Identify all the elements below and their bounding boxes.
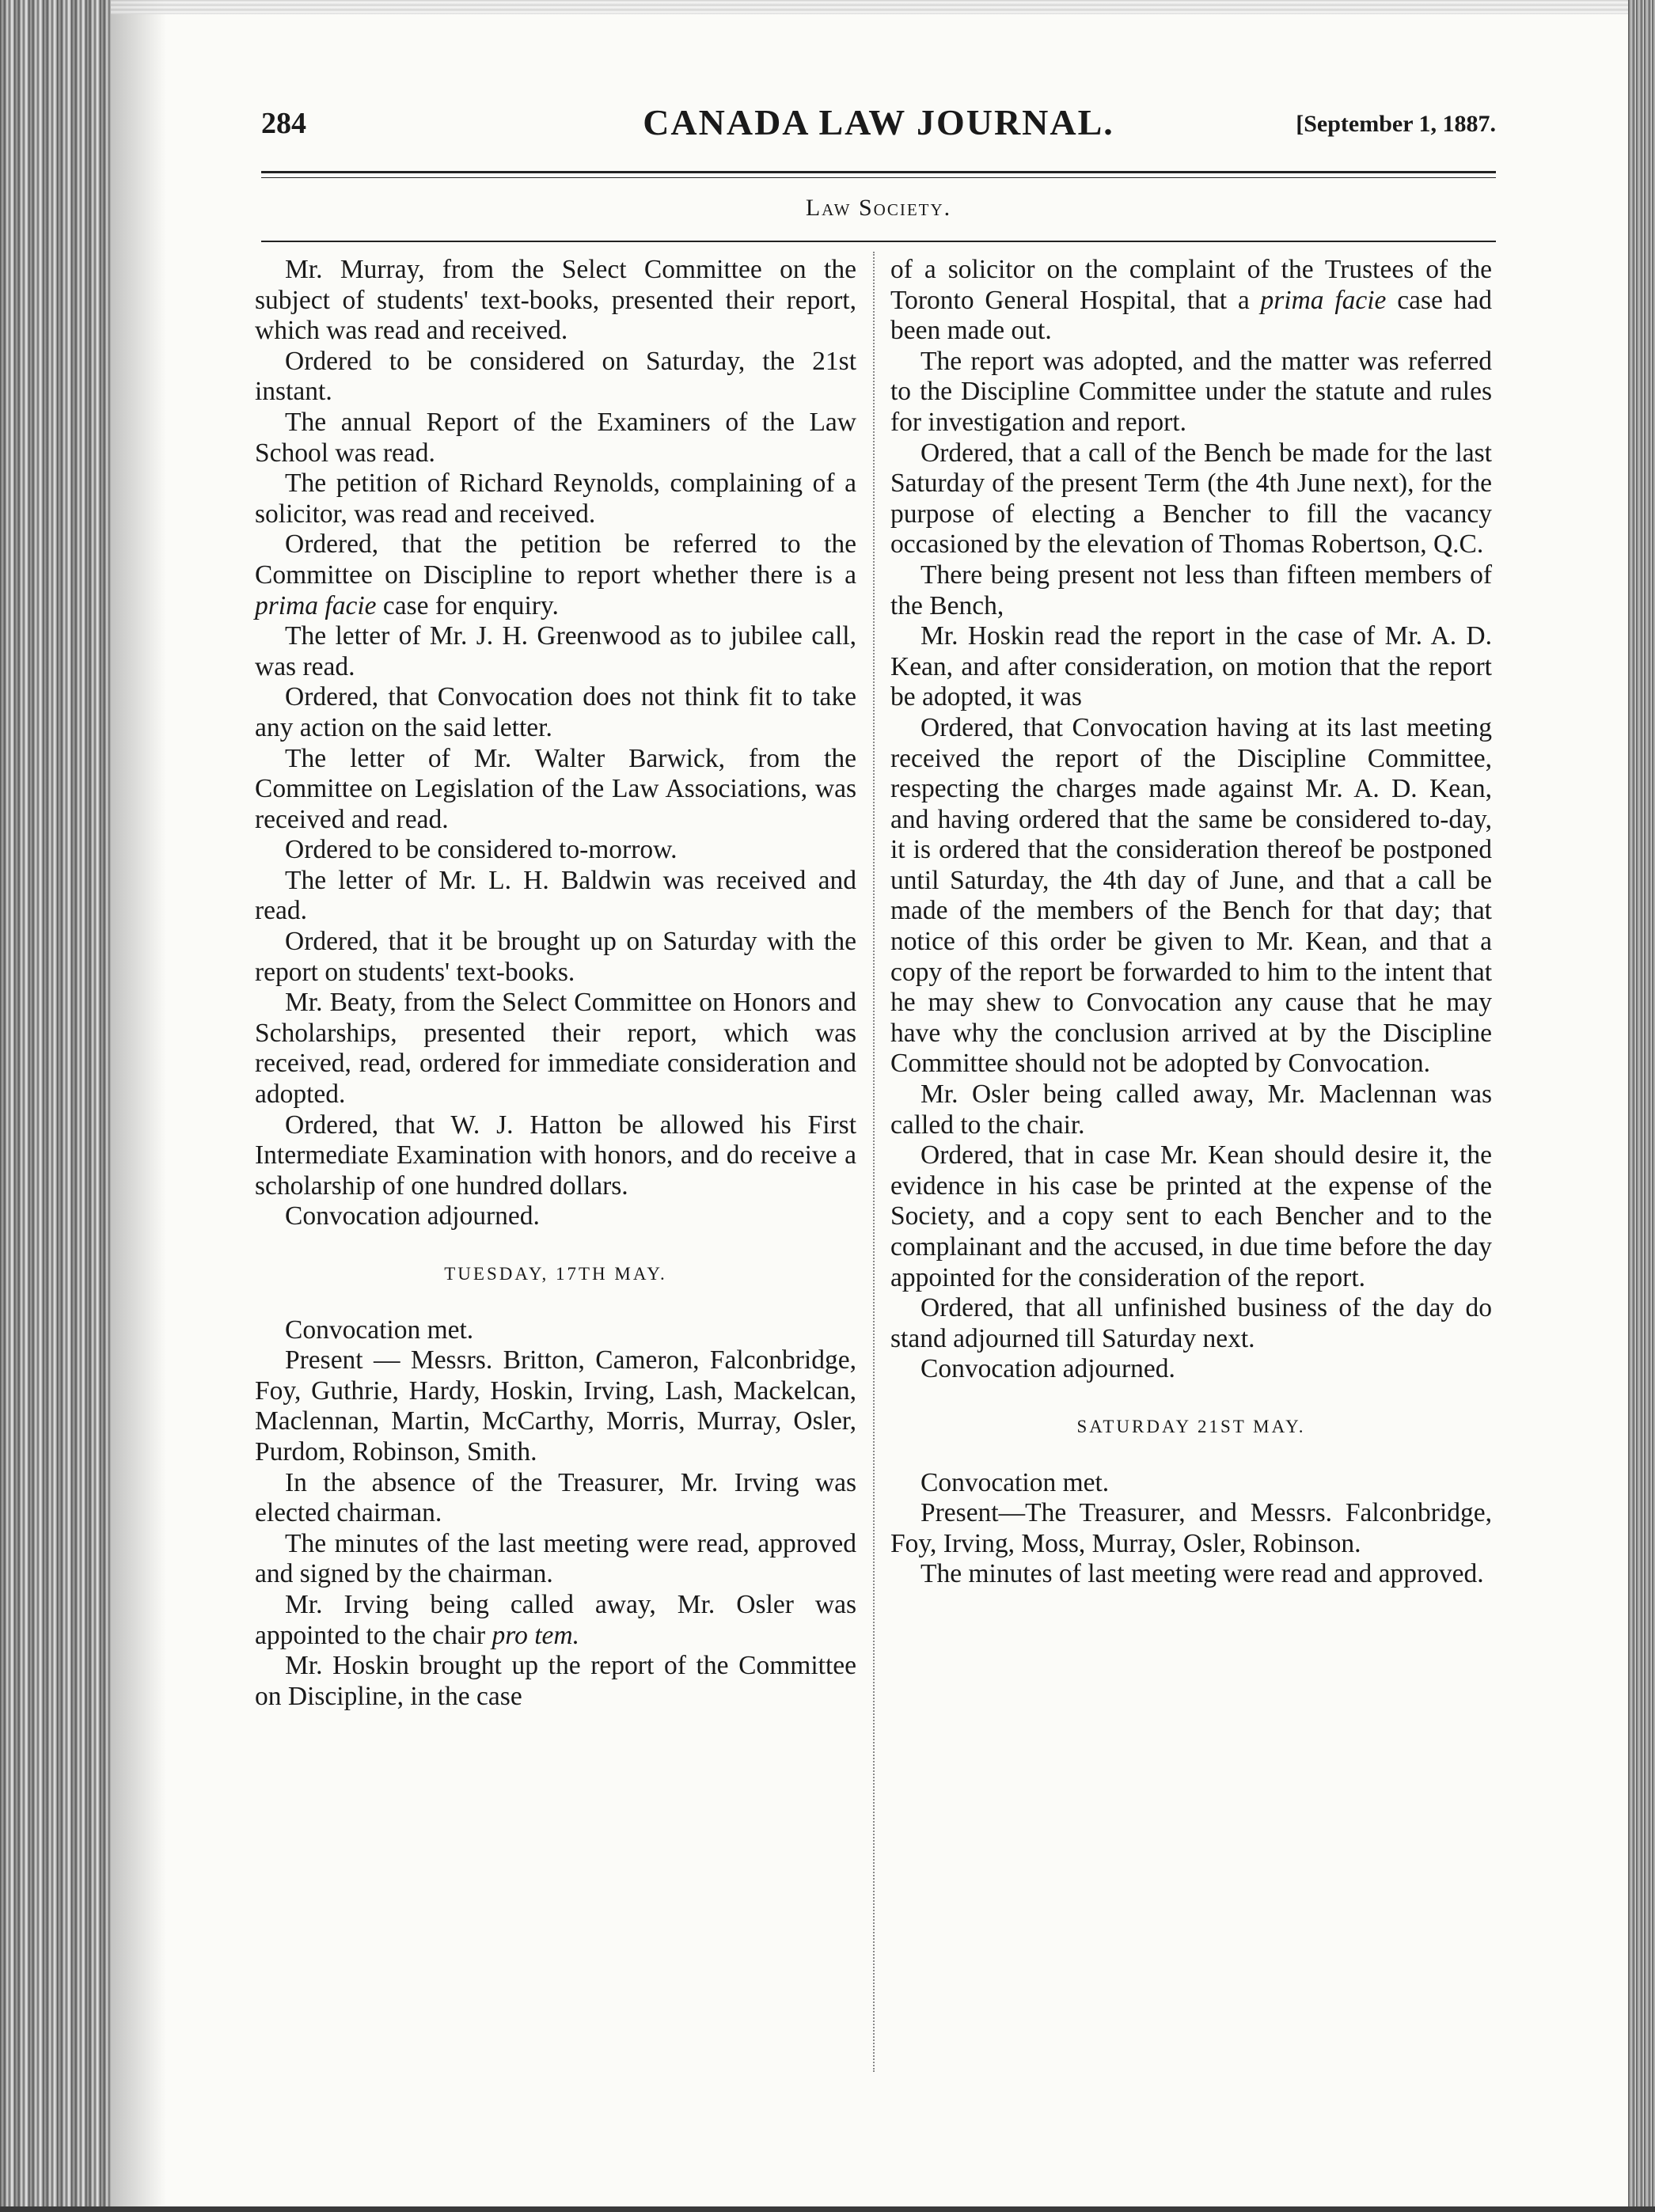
paragraph: The petition of Richard Reynolds, complaining of a solicitor, was read and received.: [255, 469, 856, 529]
bottom-scan-edge: [0, 2206, 1655, 2212]
paragraph: The annual Report of the Examiners of the Law School was read.: [255, 407, 856, 468]
paragraph-text: case had been made out.: [890, 285, 1492, 346]
binding-edge-right: [1628, 0, 1655, 2212]
italic-phrase: prima facie: [255, 590, 377, 620]
paragraph: Present — Messrs. Britton, Cameron, Falconbridge, Foy, Guthrie, Hardy, Hoskin, Irving, Lash, Mackelcan, Maclennan, Martin, McCarthy, Morris, Murray, Osler, Purdom, Robinson, Smith.: [255, 1345, 856, 1466]
paragraph: Ordered, that in case Mr. Kean should desire it, the evidence in his case be printed at the expense of the Society, and a copy sent to each Bencher and to the complainant and the accused, in due time before the day appointed for the consideration of the report.: [890, 1140, 1492, 1292]
column-divider: [873, 252, 875, 2072]
paragraph: Ordered to be considered to-morrow.: [285, 835, 678, 865]
issue-date: [September 1, 1887.: [1296, 111, 1496, 137]
italic-phrase: pro tem.: [492, 1620, 579, 1650]
top-scan-edge: [111, 0, 1628, 14]
paragraph: Ordered, that all unfinished business of the day do stand adjourned till Saturday next.: [890, 1293, 1492, 1353]
paragraph: Ordered to be considered on Saturday, the 21st instant.: [255, 346, 856, 407]
paragraph: The minutes of the last meeting were read, approved and signed by the chairman.: [255, 1528, 856, 1589]
paragraph: Mr. Beaty, from the Select Committee on Honors and Scholarships, presented their report, which was received, read, ordered for immediate consideration and adopted.: [255, 988, 856, 1110]
paragraph-text: of a solicitor on the complaint of the Trustees of the Toronto General Hospital, that a: [890, 255, 1492, 315]
binding-shadow: [111, 0, 166, 2212]
paragraph: Present—The Treasurer, and Messrs. Falconbridge, Foy, Irving, Moss, Murray, Osler, Robinson.: [890, 1498, 1492, 1558]
meeting-subhead: TUESDAY, 17TH MAY.: [444, 1264, 667, 1284]
paragraph: Ordered, that it be brought up on Saturday with the report on students' text-books.: [255, 927, 856, 987]
paragraph: Ordered, that a call of the Bench be made for the last Saturday of the present Term (the 4th June next), for the purpose of electing a Bencher to fill the vacancy occasioned by the elevation of Thomas Robertson, Q.C.: [890, 438, 1492, 560]
header-rule-thin: [261, 177, 1496, 178]
paragraph: In the absence of the Treasurer, Mr. Irving was elected chairman.: [255, 1467, 856, 1528]
right-column: [890, 255, 1492, 1590]
running-head: [261, 101, 1496, 149]
paragraph: The letter of Mr. L. H. Baldwin was received and read.: [255, 865, 856, 926]
paragraph: Mr. Osler being called away, Mr. Maclennan was called to the chair.: [890, 1079, 1492, 1140]
paragraph: The letter of Mr. Walter Barwick, from the Committee on Legislation of the Law Associations, was received and read.: [255, 743, 856, 834]
section-rule: [261, 241, 1496, 242]
paragraph-continued: [890, 255, 1492, 347]
paragraph: Convocation met.: [920, 1467, 1110, 1497]
left-column: [255, 255, 856, 1712]
paragraph: The minutes of last meeting were read and approved.: [920, 1559, 1484, 1589]
section-title: Law Society.: [805, 195, 952, 221]
paragraph: There being present not less than fifteen members of the Bench,: [890, 560, 1492, 620]
binding-edge-left: [0, 0, 111, 2212]
paragraph: Ordered, that Convocation does not think fit to take any action on the said letter.: [255, 682, 856, 742]
paragraph: [255, 1590, 856, 1651]
paragraph: Ordered, that W. J. Hatton be allowed his First Intermediate Examination with honors, and do receive a scholarship of one hundred dollars.: [255, 1110, 856, 1201]
header-rule: [261, 171, 1496, 173]
paragraph: Convocation adjourned.: [285, 1201, 540, 1231]
italic-phrase: prima facie: [1260, 285, 1387, 315]
paragraph: Convocation adjourned.: [920, 1354, 1175, 1384]
paragraph-text: case for enquiry.: [376, 590, 559, 620]
paragraph: Convocation met.: [285, 1315, 474, 1345]
journal-title: CANADA LAW JOURNAL.: [643, 102, 1114, 142]
paragraph: Mr. Murray, from the Select Committee on the subject of students' text-books, presented their report, which was read and received.: [255, 255, 856, 346]
paragraph-text: Ordered, that the petition be referred to the Committee on Discipline to report whether there is a: [255, 529, 856, 590]
paragraph-text: Mr. Irving being called away, Mr. Osler was appointed to the chair: [255, 1589, 856, 1650]
paragraph: The letter of Mr. J. H. Greenwood as to jubilee call, was read.: [255, 621, 856, 681]
paragraph: [255, 529, 856, 621]
paragraph: Mr. Hoskin read the report in the case of Mr. A. D. Kean, and after consideration, on motion that the report be adopted, it was: [890, 621, 1492, 712]
paragraph: The report was adopted, and the matter was referred to the Discipline Committee under the statute and rules for investigation and report.: [890, 346, 1492, 437]
meeting-subhead: SATURDAY 21ST MAY.: [1076, 1416, 1306, 1436]
paragraph: Mr. Hoskin brought up the report of the Committee on Discipline, in the case: [255, 1651, 856, 1711]
page-number: 284: [261, 107, 306, 140]
paragraph: Ordered, that Convocation having at its last meeting received the report of the Discipline Committee, respecting the charges made against Mr. A. D. Kean, and having ordered that the same be considered to-day, it is ordered that the consideration thereof be postponed until Saturday, the 4th day of June, and that a call be made of the members of the Bench for that day; that notice of this order be given to Mr. Kean, and that a copy of the report be forwarded to him to the intent that he may shew to Convocation any cause that he may have why the conclusion arrived at by the Discipline Committee should not be adopted by Convocation.: [890, 712, 1492, 1079]
